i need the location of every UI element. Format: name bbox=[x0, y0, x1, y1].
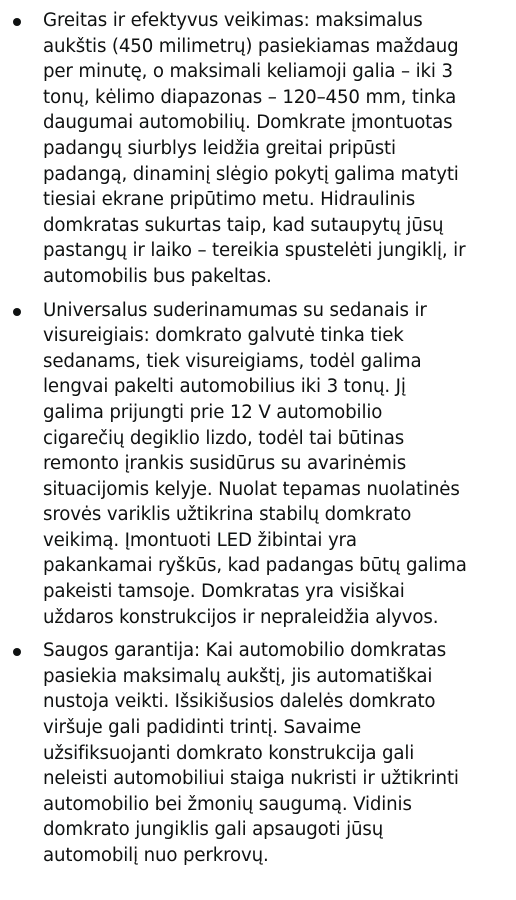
bullet-dot-icon bbox=[13, 648, 21, 656]
feature-bullet-speed bbox=[0, 8, 516, 290]
feature-bullet-list bbox=[0, 8, 516, 877]
feature-bullet-safety bbox=[0, 638, 516, 868]
bullet-text: Universalus suderinamumas su sedanais ir visureigiais: domkrato galvutė tinka tiek sedanams, tiek visureigiams, todėl galima lengvai pakelti automobilius iki 3 tonų. Jį galima prijungti prie 12 V automobilio cigarečių degiklio lizdo, todėl tai būtinas remonto įrankis susidūrus su avarinėmis situacijomis kelyje. Nuolat tepamas nuolatinės srovės variklis užtikrina stabilų domkrato veikimą. Įmontuoti LED žibintai yra pakankamai ryškūs, kad padangas būtų galima pakeisti tamsoje. Domkratas yra visiškai uždaros konstrukcijos ir nepraleidžia alyvos. bbox=[43, 299, 467, 628]
bullet-text: Saugos garantija: Kai automobilio domkratas pasiekia maksimalų aukštį, jis automatiškai nustoja veikti. Išsikišusios dalelės domkrato viršuje gali padidinti trintį. Savaime užsifiksuojanti domkrato konstrukcija gali neleisti automobiliui staiga nukristi ir užtikrinti automobilio bei žmonių saugumą. Vidinis domkrato jungiklis gali apsaugoti jūsų automobilį nuo perkrovų. bbox=[43, 640, 459, 866]
bullet-dot-icon bbox=[13, 18, 21, 26]
feature-bullet-compatibility bbox=[0, 298, 516, 631]
bullet-text: Greitas ir efektyvus veikimas: maksimalus aukštis (450 milimetrų) pasiekiamas maždaug per minutę, o maksimali keliamoji galia – iki 3 tonų, kėlimo diapazonas – 120–450 mm, tinka daugumai automobilių. Domkrate įmontuotas padangų siurblys leidžia greitai pripūsti padangą, dinaminį slėgio pokytį galima matyti tiesiai ekrane pripūtimo metu. Hidraulinis domkratas sukurtas taip, kad sutaupytų jūsų pastangų ir laiko – tereikia spustelėti jungiklį, ir automobilis bus pakeltas. bbox=[43, 10, 466, 287]
bullet-dot-icon bbox=[13, 308, 21, 316]
